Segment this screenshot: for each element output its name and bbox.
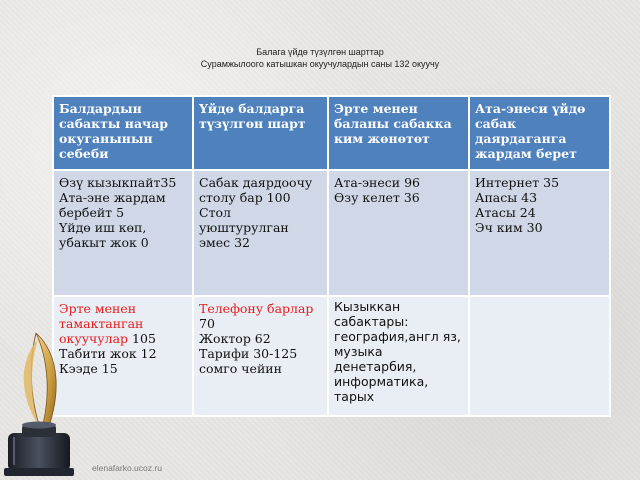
cell-line: Өзу келет 36 xyxy=(334,190,420,205)
table-row xyxy=(53,170,610,296)
footer-watermark: elenafarko.ucoz.ru xyxy=(92,463,162,473)
header-cell-home-conditions: Үйдө балдарга түзүлгөн шарт xyxy=(193,96,328,170)
survey-table xyxy=(52,95,611,417)
header-cell-reasons: Балдардын сабакты начар окуганынын себеби xyxy=(53,96,193,170)
cell-empty xyxy=(469,296,610,416)
cell-line: Ата-эне жардам бербейт 5 xyxy=(59,190,166,220)
breakfast-value: 105 xyxy=(128,331,156,346)
cell-line: Өзү кызыкпайт35 xyxy=(59,175,177,190)
phones-value: 70 xyxy=(199,316,215,331)
cell-interests: Кызыккан сабактары: география,англ яз, музыка денетарбия, информатика, тарых xyxy=(328,296,469,416)
cell-line: Апасы 43 xyxy=(475,190,538,205)
cell-reasons xyxy=(53,170,193,296)
header-cell-homework-help: Ата-энеси үйдө сабак даярдаганга жардам берет xyxy=(469,96,610,170)
cell-line: Табити жок 12 xyxy=(59,346,157,361)
table-row xyxy=(53,296,610,416)
cell-phones xyxy=(193,296,328,416)
cell-line: Сабак даярдоочу столу бар 100 xyxy=(199,175,313,205)
header-cell-who-sends: Эрте менен баланы сабакка ким жөнөтөт xyxy=(328,96,469,170)
breakfast-label: Эрте менен тамактанган окуучулар xyxy=(59,301,144,346)
slide-subtitle: Сурамжылоого катышкан окуучулардын саны 132 окуучу xyxy=(200,59,440,69)
header-row xyxy=(53,96,610,170)
cell-line: Интернет 35 xyxy=(475,175,560,190)
cell-line: Жоктор 62 xyxy=(199,331,271,346)
cell-home-conditions xyxy=(193,170,328,296)
slide-title: Балага үйдө түзүлгөн шарттар xyxy=(256,47,384,57)
cell-line: Үйдө иш көп, убакыт жок 0 xyxy=(59,220,149,250)
cell-line: Ата-энеси 96 xyxy=(334,175,420,190)
cell-line: Стол уюштурулган эмес 32 xyxy=(199,205,289,250)
cell-line: Тарифи 30-125 сомго чейин xyxy=(199,346,298,376)
cell-line: Кээде 15 xyxy=(59,361,118,376)
cell-line: Эч ким 30 xyxy=(475,220,543,235)
cell-homework-help xyxy=(469,170,610,296)
quill-inkwell-icon xyxy=(0,325,100,480)
cell-line: Атасы 24 xyxy=(475,205,536,220)
phones-label: Телефону барлар xyxy=(199,301,314,316)
cell-who-sends xyxy=(328,170,469,296)
